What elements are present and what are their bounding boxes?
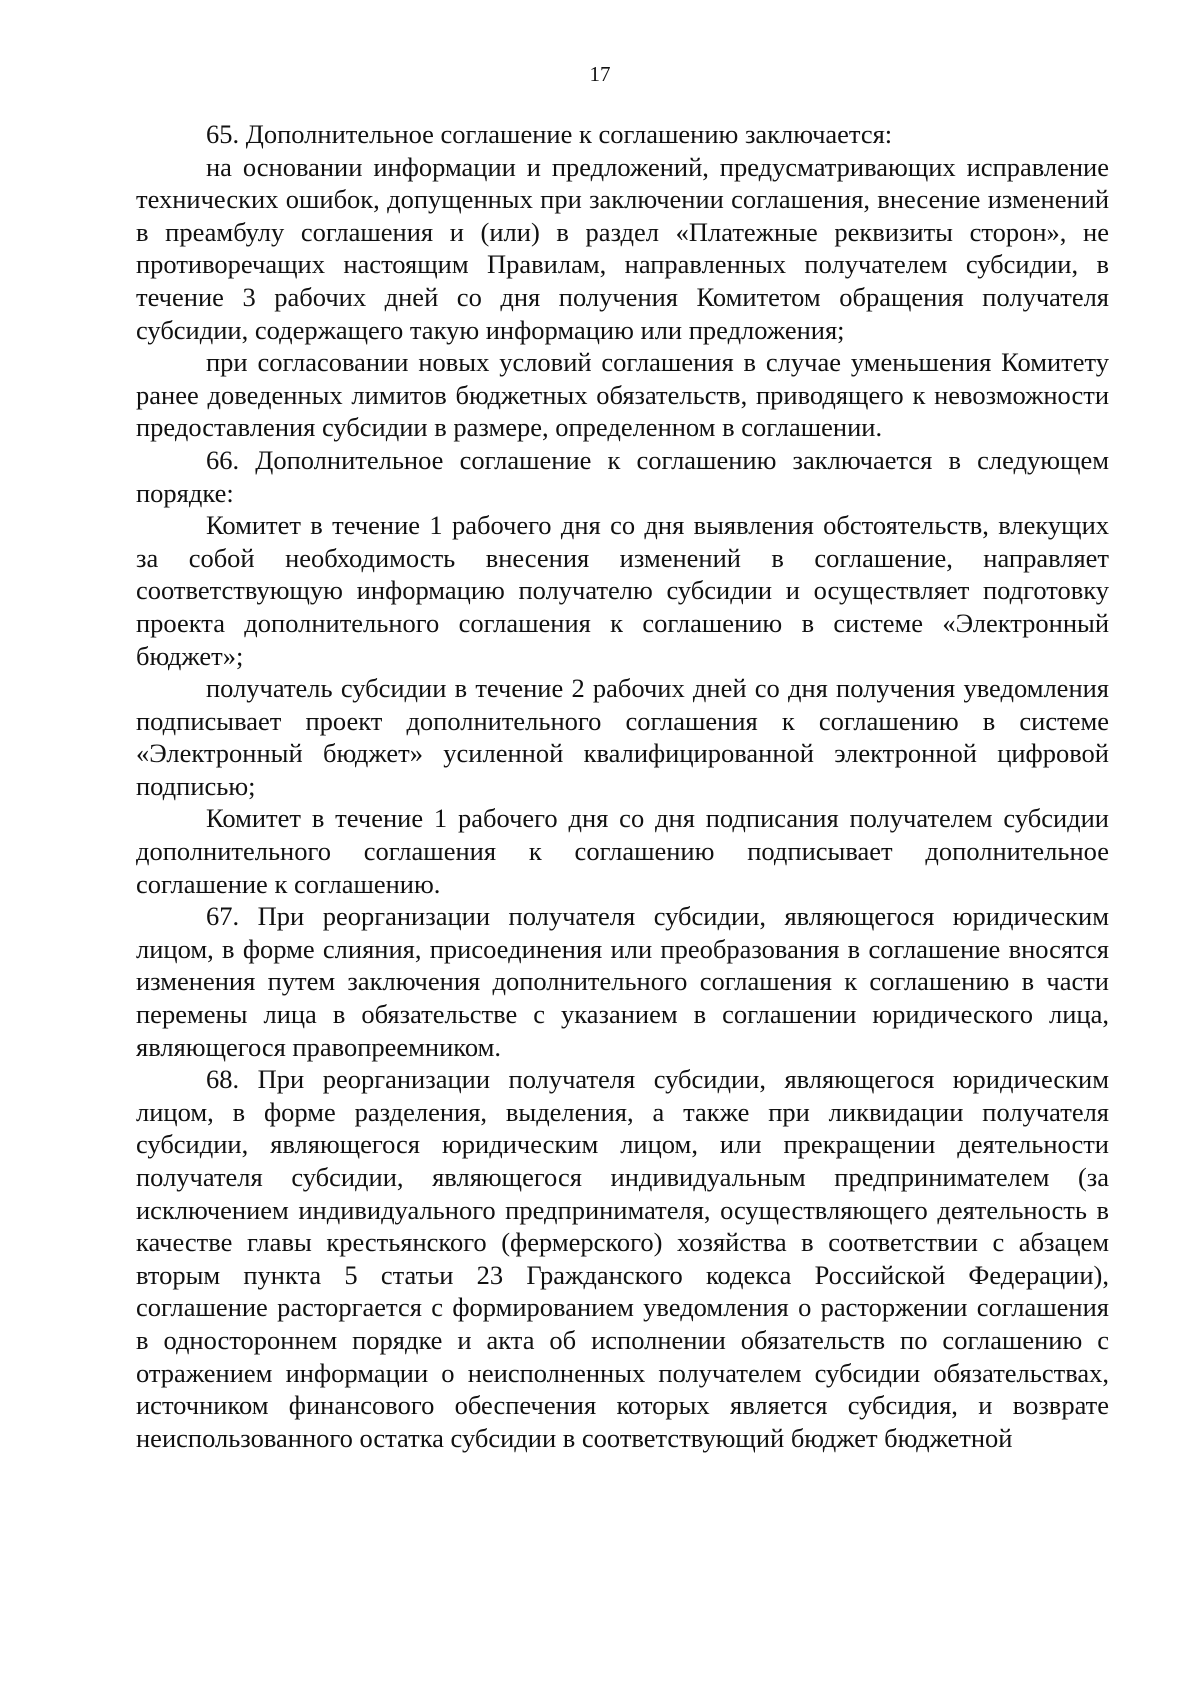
- page-number: 17: [589, 62, 611, 86]
- paragraph-66-item-3: Комитет в течение 1 рабочего дня со дня подписания получателем субсидии дополнительного соглашения к соглашению подписывает дополнительное соглашение к соглашению.: [136, 803, 1109, 899]
- paragraph-66-item-1: Комитет в течение 1 рабочего дня со дня выявления обстоятельств, влекущих за собой необходимость внесения изменений в соглашение, направляет соответствующую информацию получателю субсидии и осуществляет подготовку проекта дополнительного соглашения к соглашению в системе «Электронный бюджет»;: [136, 510, 1109, 671]
- paragraph-66-heading: 66. Дополнительное соглашение к соглашению заключается в следующем порядке:: [136, 444, 1109, 508]
- paragraph-65-heading: 65. Дополнительное соглашение к соглашению заключается:: [206, 119, 893, 149]
- paragraph-65-item-2: при согласовании новых условий соглашения в случае уменьшения Комитету ранее доведенных лимитов бюджетных обязательств, приводящего к невозможности предоставления субсидии в размере, определенном в соглашении.: [136, 347, 1109, 443]
- paragraph-67: 67. При реорганизации получателя субсидии, являющегося юридическим лицом, в форме слияния, присоединения или преобразования в соглашение вносятся изменения путем заключения дополнительного соглашения к соглашению в части перемены лица в обязательстве с указанием в соглашении юридического лица, являющегося правопреемником.: [136, 901, 1109, 1062]
- paragraph-68: 68. При реорганизации получателя субсидии, являющегося юридическим лицом, в форме разделения, выделения, а также при ликвидации получателя субсидии, являющегося юридическим лицом, или прекращении деятельности получателя субсидии, являющегося индивидуальным предпринимателем (за исключением индивидуального предпринимателя, осуществляющего деятельность в качестве главы крестьянского (фермерского) хозяйства в соответствии с абзацем вторым пункта 5 статьи 23 Гражданского кодекса Российской Федерации), соглашение расторгается с формированием уведомления о расторжении соглашения в одностороннем порядке и акта об исполнении обязательств по соглашению с отражением информации о неисполненных получателем субсидии обязательствах, источником финансового обеспечения которых является субсидия, и возврате неиспользованного остатка субсидии в соответствующий бюджет бюджетной: [136, 1064, 1109, 1453]
- document-body: [136, 118, 1109, 1454]
- paragraph-65-item-1: на основании информации и предложений, предусматривающих исправление технических ошибок, допущенных при заключении соглашения, внесение изменений в преамбулу соглашения и (или) в раздел «Платежные реквизиты сторон», не противоречащих настоящим Правилам, направленных получателем субсидии, в течение 3 рабочих дней со дня получения Комитетом обращения получателя субсидии, содержащего такую информацию или предложения;: [136, 151, 1109, 345]
- paragraph-66-item-2: получатель субсидии в течение 2 рабочих дней со дня получения уведомления подписывает проект дополнительного соглашения к соглашению в системе «Электронный бюджет» усиленной квалифицированной электронной цифровой подписью;: [136, 673, 1109, 801]
